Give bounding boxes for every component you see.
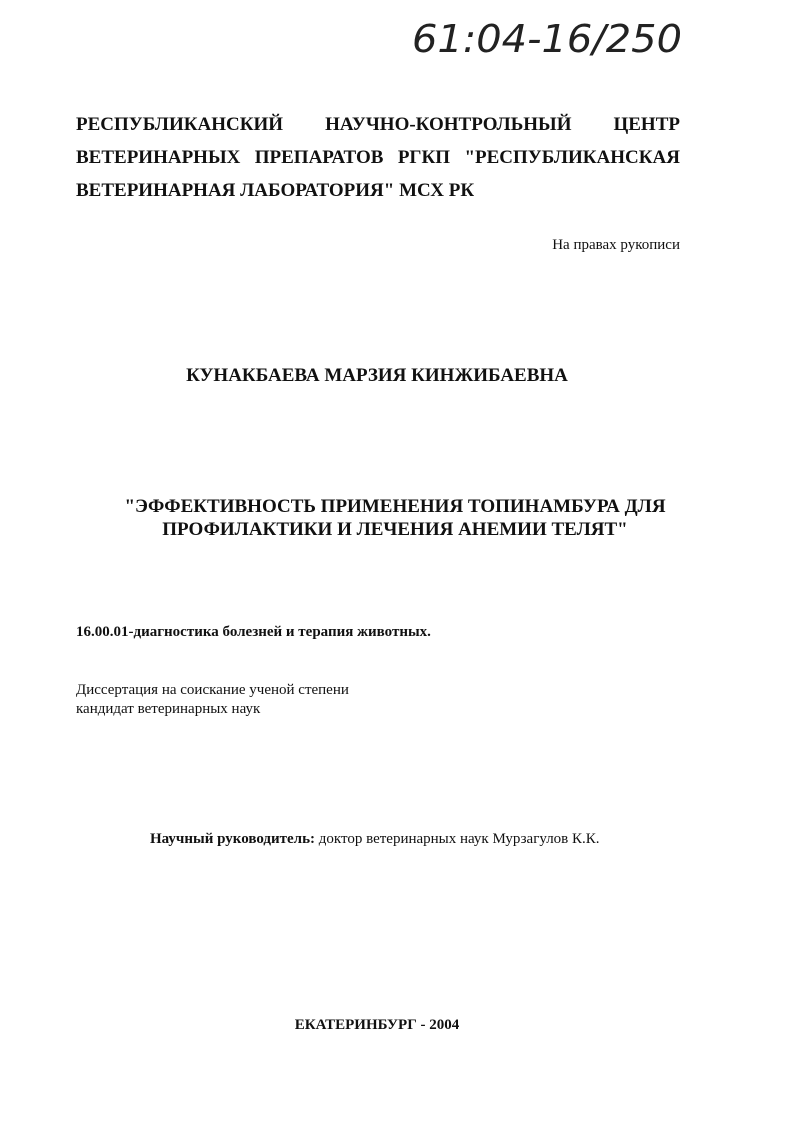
degree-statement — [76, 681, 349, 719]
dissertation-title — [80, 495, 710, 541]
city-year: ЕКАТЕРИНБУРГ - 2004 — [294, 1017, 460, 1033]
organization-header — [76, 108, 680, 207]
title-line: "ЭФФЕКТИВНОСТЬ ПРИМЕНЕНИЯ ТОПИНАМБУРА ДЛЯ — [124, 496, 666, 517]
organization-line: ВЕТЕРИНАРНАЯ ЛАБОРАТОРИЯ" МСХ РК — [76, 180, 475, 201]
author-name: КУНАКБАЕВА МАРЗИЯ КИНЖИБАЕВНА — [186, 365, 568, 386]
supervisor-label: Научный руководитель: — [150, 831, 315, 847]
specialty-code: 16.00.01-диагностика болезней и терапия животных. — [76, 624, 431, 640]
organization-line: ВЕТЕРИНАРНЫХ ПРЕПАРАТОВ РГКП "РЕСПУБЛИКАНСКАЯ — [76, 147, 680, 168]
scientific-supervisor — [150, 831, 600, 848]
title-line: ПРОФИЛАКТИКИ И ЛЕЧЕНИЯ АНЕМИИ ТЕЛЯТ" — [162, 519, 628, 540]
degree-line: кандидат ветеринарных наук — [76, 701, 261, 717]
degree-line: Диссертация на соискание ученой степени — [76, 682, 349, 698]
manuscript-rights: На правах рукописи — [552, 237, 680, 253]
archive-number: 61:04-16/250 — [412, 17, 682, 61]
organization-line: РЕСПУБЛИКАНСКИЙ НАУЧНО-КОНТРОЛЬНЫЙ ЦЕНТР — [76, 114, 680, 135]
supervisor-value: доктор ветеринарных наук Мурзагулов К.К. — [315, 831, 600, 847]
archive-number-handwritten — [408, 8, 698, 68]
